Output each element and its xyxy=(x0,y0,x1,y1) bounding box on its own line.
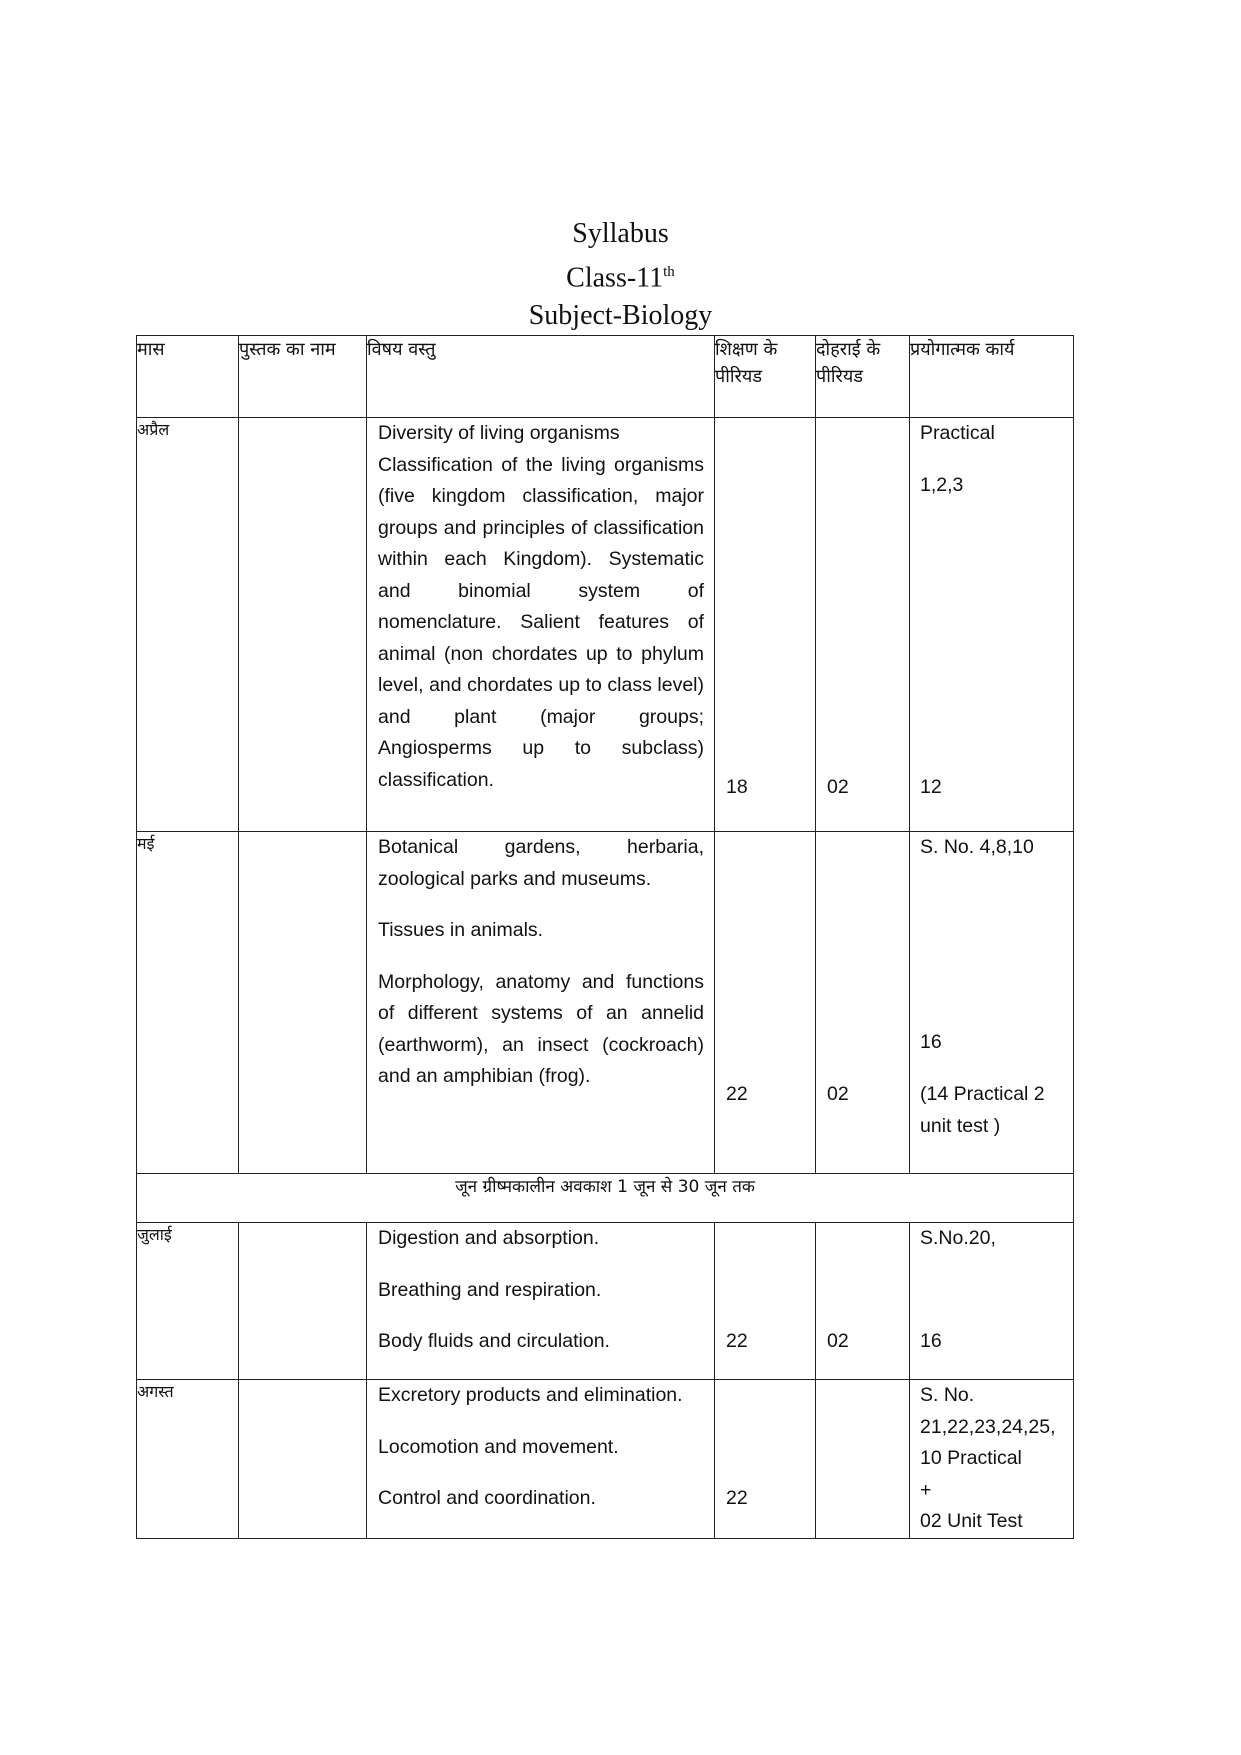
title-syllabus: Syllabus xyxy=(572,218,669,249)
practical-august-line: + xyxy=(920,1478,932,1501)
title-subject: Subject-Biology xyxy=(528,300,713,332)
practical-april-mid: 1,2,3 xyxy=(920,473,964,496)
teaching-april-value: 18 xyxy=(726,776,748,798)
header-practical: प्रयोगात्मक कार्य xyxy=(910,336,1074,418)
revision-july xyxy=(816,1223,910,1380)
topic-item: Classification of the living organisms (five kingdom classification, major groups and principles of classification within each Kingdom). Systematic and binomial system of nomenclature. Salient features of animal (non chordates up to phylum level, and chordates up to class level) and plant (major groups; Angiosperms up to subclass) classification. xyxy=(378,453,704,791)
practical-april-bottom: 12 xyxy=(920,776,942,798)
header-content: विषय वस्तु xyxy=(367,336,715,418)
revision-april-value: 02 xyxy=(827,776,849,798)
topic-item: Diversity of living organisms xyxy=(378,422,620,444)
content-april xyxy=(367,418,715,832)
month-may: मई xyxy=(137,832,239,1174)
practical-august-line: 02 Unit Test xyxy=(920,1510,1023,1532)
content-august xyxy=(367,1380,715,1539)
month-july: जुलाई xyxy=(137,1223,239,1380)
title-class-suffix: th xyxy=(663,264,675,280)
practical-july xyxy=(910,1223,1074,1380)
practical-august-line: S. No. xyxy=(920,1384,975,1406)
row-vacation xyxy=(137,1174,1074,1223)
topic-item: Control and coordination. xyxy=(378,1487,596,1509)
teaching-july-value: 22 xyxy=(726,1330,748,1352)
teaching-august xyxy=(715,1380,816,1539)
topic-item: Digestion and absorption. xyxy=(378,1227,600,1249)
title-block xyxy=(0,215,1241,335)
topic-item: Botanical gardens, herbaria, zoological parks and museums. xyxy=(378,836,704,890)
revision-august xyxy=(816,1380,910,1539)
practical-april-top: Practical xyxy=(920,422,995,444)
month-april: अप्रैल xyxy=(137,418,239,832)
revision-may xyxy=(816,832,910,1174)
revision-july-value: 02 xyxy=(827,1330,849,1352)
practical-may-mid: 16 xyxy=(920,1031,942,1053)
topic-item: Excretory products and elimination. xyxy=(378,1384,683,1406)
header-month: मास xyxy=(137,336,239,418)
content-may xyxy=(367,832,715,1174)
header-row xyxy=(137,336,1074,418)
month-august: अगस्त xyxy=(137,1380,239,1539)
vacation-note: जून ग्रीष्मकालीन अवकाश 1 जून से 30 जून तक xyxy=(137,1174,1074,1223)
practical-august xyxy=(910,1380,1074,1539)
header-teaching-periods: शिक्षण के पीरियड xyxy=(715,336,816,418)
revision-april xyxy=(816,418,910,832)
title-class-text: Class-11 xyxy=(566,262,664,294)
book-may xyxy=(239,832,367,1174)
topic-item: Tissues in animals. xyxy=(378,919,544,941)
topic-item: Locomotion and movement. xyxy=(378,1435,619,1458)
teaching-may-value: 22 xyxy=(726,1083,748,1105)
teaching-august-value: 22 xyxy=(726,1487,748,1509)
row-august xyxy=(137,1380,1074,1539)
practical-august-line: 21,22,23,24,25, xyxy=(920,1415,1056,1438)
row-july xyxy=(137,1223,1074,1380)
content-july xyxy=(367,1223,715,1380)
teaching-april xyxy=(715,418,816,832)
book-august xyxy=(239,1380,367,1539)
teaching-may xyxy=(715,832,816,1174)
book-july xyxy=(239,1223,367,1380)
topic-item: Breathing and respiration. xyxy=(378,1278,602,1301)
row-april xyxy=(137,418,1074,832)
practical-may-bottom: (14 Practical 2 unit test ) xyxy=(920,1083,1045,1137)
header-book: पुस्तक का नाम xyxy=(239,336,367,418)
topic-item: Body fluids and circulation. xyxy=(378,1330,610,1352)
header-revision-periods: दोहराई के पीरियड xyxy=(816,336,910,418)
practical-july-bottom: 16 xyxy=(920,1330,942,1352)
practical-may-top: S. No. 4,8,10 xyxy=(920,836,1034,858)
book-april xyxy=(239,418,367,832)
practical-august-line: 10 Practical xyxy=(920,1447,1022,1469)
practical-july-top: S.No.20, xyxy=(920,1227,996,1249)
topic-item: Morphology, anatomy and functions of different systems of an annelid (earthworm), an insect (cockroach) and an amphibian (frog). xyxy=(378,970,704,1087)
syllabus-table xyxy=(136,335,1074,1539)
title-class xyxy=(0,253,1241,297)
practical-april xyxy=(910,418,1074,832)
teaching-july xyxy=(715,1223,816,1380)
practical-may xyxy=(910,832,1074,1174)
revision-may-value: 02 xyxy=(827,1083,849,1105)
row-may xyxy=(137,832,1074,1174)
